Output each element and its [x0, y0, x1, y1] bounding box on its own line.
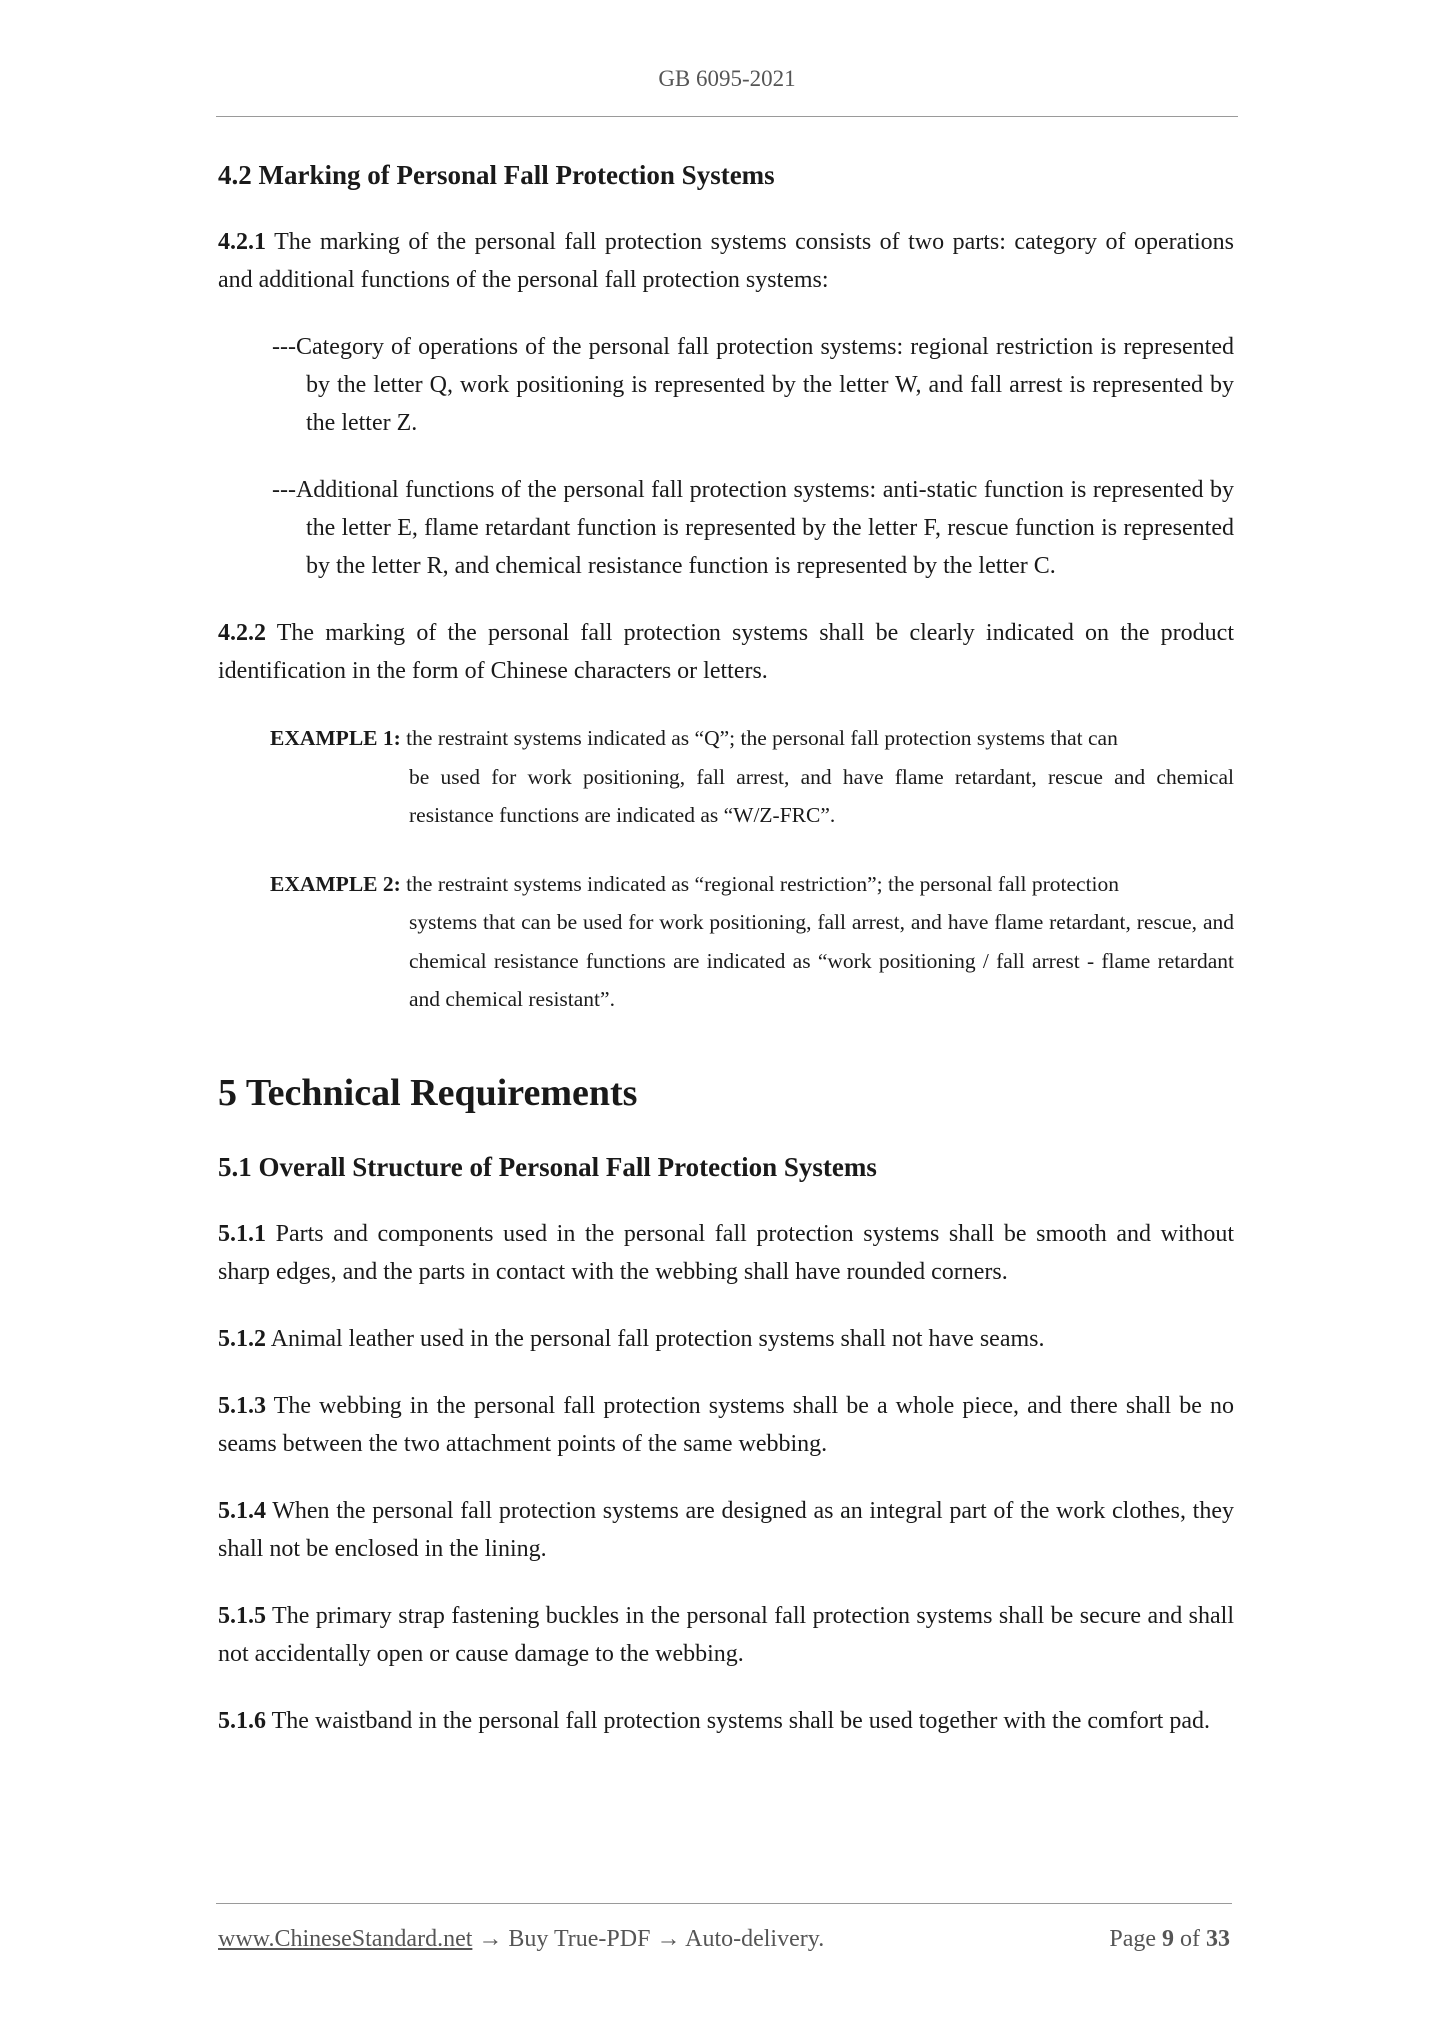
clause-text: The primary strap fastening buckles in the personal fall protection systems shall be secure and shall not accidentally open or cause damage to the webbing. — [218, 1603, 1234, 1668]
clause-5-1-4 — [218, 1492, 1234, 1568]
clause-text: When the personal fall protection systems are designed as an integral part of the work clothes, they shall not be enclosed in the lining. — [218, 1498, 1234, 1563]
clause-text: Parts and components used in the personal fall protection systems shall be smooth and without sharp edges, and the parts in contact with the webbing shall have rounded corners. — [218, 1221, 1234, 1286]
clause-text: The webbing in the personal fall protection systems shall be a whole piece, and there shall be no seams between the two attachment points of the same webbing. — [218, 1393, 1234, 1458]
example-label: EXAMPLE 2: — [270, 871, 401, 896]
website-link[interactable]: www.ChineseStandard.net — [218, 1926, 473, 1952]
example-text-rest: systems that can be used for work positioning, fall arrest, and have flame retardant, rescue, and chemical resistance functions are indicated as “work positioning / fall arrest - flame retardant and chemical resistant”. — [409, 910, 1234, 1012]
clause-5-1-6 — [218, 1702, 1234, 1740]
clause-number: 5.1.3 — [218, 1393, 266, 1420]
example-2 — [270, 865, 1234, 1019]
clause-text: Animal leather used in the personal fall protection systems shall not have seams. — [270, 1326, 1045, 1353]
clause-4-2-1 — [218, 223, 1234, 299]
page-current: 9 — [1162, 1926, 1174, 1952]
clause-5-1-1 — [218, 1215, 1234, 1291]
heading-4-2: 4.2 Marking of Personal Fall Protection Systems — [218, 160, 775, 190]
clause-4-2-2 — [218, 614, 1234, 690]
page-number — [1109, 1926, 1230, 1953]
dash-item-category: ---Category of operations of the personal fall protection systems: regional restriction is represented by the letter Q, work positioning is represented by the letter W, and fall arrest is represented by the letter Z. — [272, 334, 1234, 437]
clause-text: The marking of the personal fall protection systems shall be clearly indicated on the product identification in the form of Chinese characters or letters. — [218, 620, 1234, 685]
clause-5-1-5 — [218, 1597, 1234, 1673]
clause-number: 5.1.6 — [218, 1708, 266, 1735]
clause-text: The marking of the personal fall protection systems consists of two parts: category of operations and additional functions of the personal fall protection systems: — [218, 229, 1234, 294]
dash-item-functions: ---Additional functions of the personal fall protection systems: anti-static function is represented by the letter E, flame retardant function is represented by the letter F, rescue function is represented by the letter R, and chemical resistance function is represented by the letter C. — [272, 477, 1234, 580]
page-label: Page — [1109, 1926, 1156, 1952]
heading-5: 5 Technical Requirements — [218, 1071, 638, 1114]
example-1 — [270, 719, 1234, 835]
example-label: EXAMPLE 1: — [270, 726, 401, 751]
clause-number: 5.1.5 — [218, 1603, 266, 1630]
footer-promo-text: → Buy True-PDF → Auto-delivery. — [472, 1926, 825, 1952]
clause-number: 4.2.2 — [218, 620, 266, 647]
clause-number: 4.2.1 — [218, 229, 266, 256]
clause-number: 5.1.1 — [218, 1221, 266, 1248]
page-of-label: of — [1180, 1926, 1200, 1952]
header-divider — [216, 116, 1238, 117]
clause-5-1-3 — [218, 1387, 1234, 1463]
example-text-first: the restraint systems indicated as “regional restriction”; the personal fall protection — [406, 871, 1120, 896]
clause-5-1-2 — [218, 1320, 1234, 1358]
heading-5-1: 5.1 Overall Structure of Personal Fall Protection Systems — [218, 1152, 877, 1183]
example-text-first: the restraint systems indicated as “Q”; the personal fall protection systems that can — [406, 726, 1118, 751]
example-text-rest: be used for work positioning, fall arrest, and have flame retardant, rescue and chemical resistance functions are indicated as “W/Z-FRC”. — [409, 764, 1234, 828]
clause-number: 5.1.4 — [218, 1498, 266, 1525]
document-body — [218, 158, 1234, 1769]
page-total: 33 — [1206, 1926, 1230, 1952]
footer-divider — [216, 1903, 1232, 1904]
page-footer — [218, 1926, 1230, 1953]
clause-text: The waistband in the personal fall protection systems shall be used together with the comfort pad. — [271, 1708, 1211, 1735]
clause-number: 5.1.2 — [218, 1326, 266, 1353]
page-header-title: GB 6095-2021 — [658, 66, 796, 91]
